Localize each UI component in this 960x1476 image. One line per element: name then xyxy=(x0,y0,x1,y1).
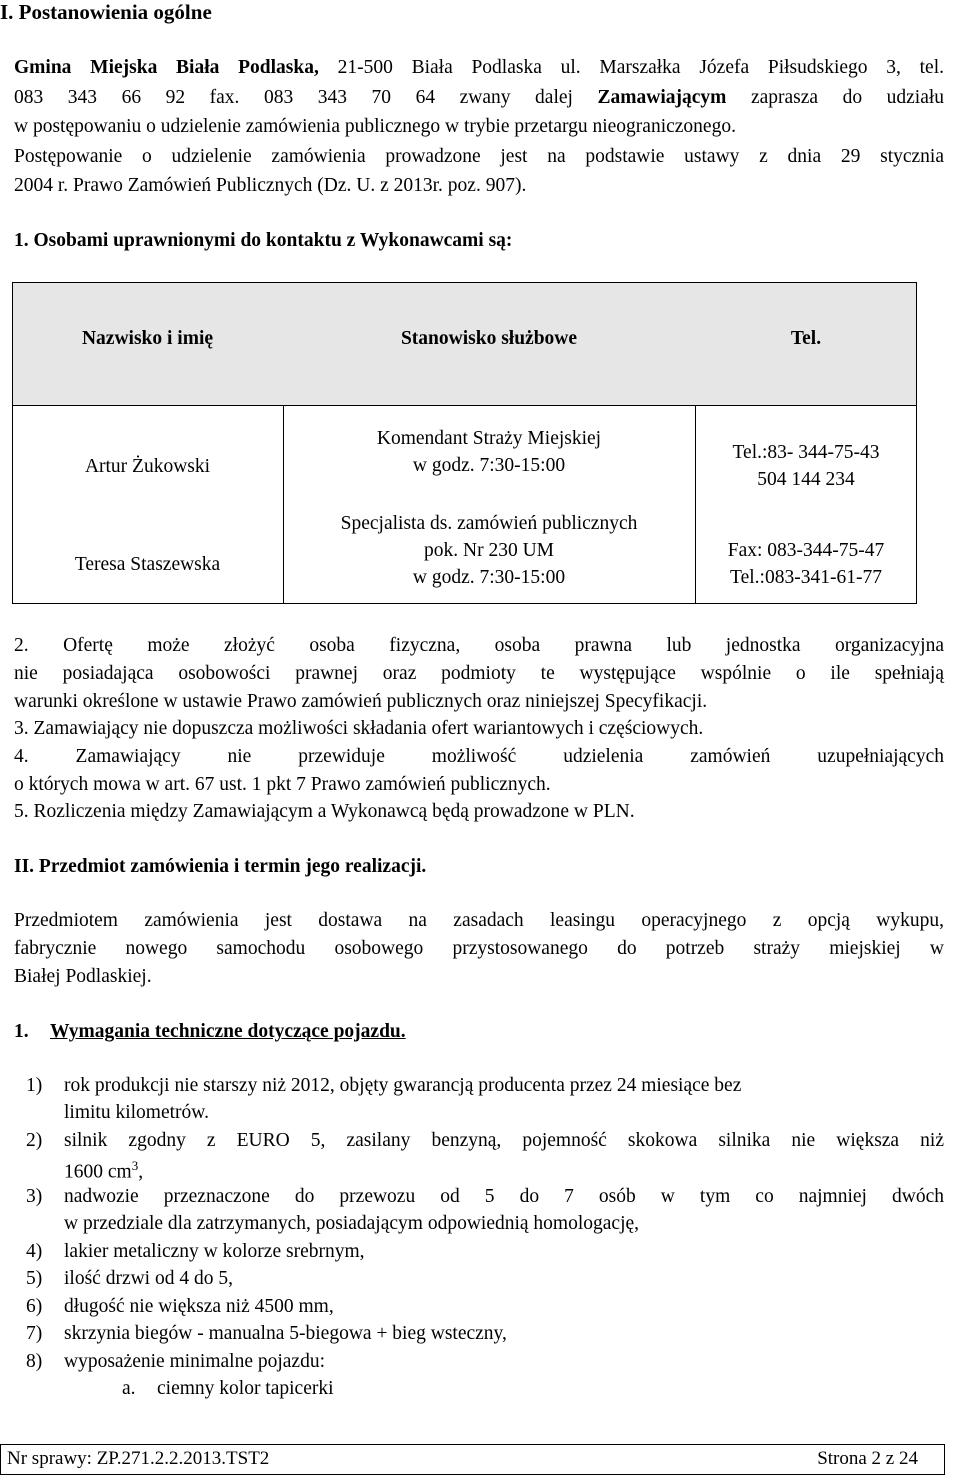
requirements-heading-text: Wymagania techniczne dotyczące pojazdu. xyxy=(50,1021,406,1042)
list-number: 3) xyxy=(26,1186,43,1207)
sub-item-letter: a. xyxy=(122,1378,136,1399)
trailing-comma: , xyxy=(138,1161,144,1183)
engine-capacity: 1600 cm xyxy=(64,1161,132,1183)
intro-line-1-rest: 21-500 Biała Podlaska ul. Marszałka Józefa Piłsudskiego 3, tel. xyxy=(337,57,944,78)
intro-line-1 xyxy=(14,57,944,79)
intro-line-2-pre: 083 343 66 92 fax. 083 343 70 64 zwany dalej xyxy=(14,87,573,108)
page-number: Strona 2 z 24 xyxy=(817,1448,918,1469)
requirement-text-cont xyxy=(64,1158,143,1184)
list-number: 8) xyxy=(26,1351,43,1372)
requirement-text: skrzynia biegów - manualna 5-biegowa + bieg wsteczny, xyxy=(64,1323,507,1344)
intro-line-3: w postępowaniu o udzielenie zamówienia publicznego w trybie przetargu nieograniczonego. xyxy=(14,116,736,137)
section-2-heading: II. Przedmiot zamówienia i termin jego realizacji. xyxy=(14,856,427,877)
contact-position: Specjalista ds. zamówień publicznych xyxy=(340,513,638,534)
requirements-number: 1. xyxy=(14,1021,29,1042)
requirement-text: rok produkcji nie starszy niż 2012, objęty gwarancją producenta przez 24 miesiące bez xyxy=(64,1075,742,1096)
requirement-text: długość nie większa niż 4500 mm, xyxy=(64,1296,334,1317)
contact-name: Teresa Staszewska xyxy=(74,554,221,575)
list-number: 4) xyxy=(26,1241,43,1262)
requirement-text-cont: w przedziale dla zatrzymanych, posiadającym odpowiednią homologację, xyxy=(64,1213,640,1234)
subject-line-3: Białej Podlaskiej. xyxy=(14,966,152,987)
contact-name: Artur Żukowski xyxy=(84,456,211,477)
table-header-name: Nazwisko i imię xyxy=(81,328,214,349)
intro-line-2 xyxy=(14,87,944,109)
page-footer xyxy=(0,1444,945,1475)
point-4-line-1: 4. Zamawiający nie przewiduje możliwość udzielenia zamówień uzupełniających xyxy=(14,746,944,767)
contact-mobile: 504 144 234 xyxy=(757,469,855,490)
intro-line-2-post: zaprasza do udziału xyxy=(750,87,945,108)
contact-tel: Tel.:83- 344-75-43 xyxy=(732,442,880,463)
legal-basis-line-1: Postępowanie o udzielenie zamówienia prowadzone jest na podstawie ustawy z dnia 29 stycznia xyxy=(14,146,944,167)
list-number: 5) xyxy=(26,1268,43,1289)
point-5: 5. Rozliczenia między Zamawiającym a Wykonawcą będą prowadzone w PLN. xyxy=(14,801,635,822)
subject-line-1: Przedmiotem zamówienia jest dostawa na zasadach leasingu operacyjnego z opcją wykupu, xyxy=(14,910,944,931)
contact-room: pok. Nr 230 UM xyxy=(424,540,554,561)
point-2-line-1: 2. Ofertę może złożyć osoba fizyczna, osoba prawna lub jednostka organizacyjna xyxy=(14,635,944,656)
point-3: 3. Zamawiający nie dopuszcza możliwości składania ofert wariantowych i częściowych. xyxy=(14,718,704,739)
subject-line-2: fabrycznie nowego samochodu osobowego przystosowanego do potrzeb straży miejskiej w xyxy=(14,938,944,959)
legal-basis-line-2: 2004 r. Prawo Zamówień Publicznych (Dz. U. z 2013r. poz. 907). xyxy=(14,175,527,196)
table-header-tel: Tel. xyxy=(790,328,822,349)
sub-item-text: ciemny kolor tapicerki xyxy=(157,1378,334,1399)
requirement-text: silnik zgodny z EURO 5, zasilany benzyną, pojemność skokowa silnika nie większa niż xyxy=(64,1130,944,1151)
case-number: Nr sprawy: ZP.271.2.2.2013.TST2 xyxy=(7,1448,270,1469)
list-number: 7) xyxy=(26,1323,43,1344)
contact-hours: w godz. 7:30-15:00 xyxy=(412,567,566,588)
requirement-text: nadwozie przeznaczone do przewozu od 5 do 7 osób w tym co najmniej dwóch xyxy=(64,1186,944,1207)
point-2-line-3: warunki określone w ustawie Prawo zamówień publicznych oraz niniejszej Specyfikacji. xyxy=(14,691,708,712)
list-number: 6) xyxy=(26,1296,43,1317)
requirement-text: ilość drzwi od 4 do 5, xyxy=(64,1268,233,1289)
point-4-line-2: o których mowa w art. 67 ust. 1 pkt 7 Prawo zamówień publicznych. xyxy=(14,774,551,795)
list-number: 2) xyxy=(26,1130,43,1151)
requirements-heading xyxy=(50,1021,406,1043)
intro-org-name: Gmina Miejska Biała Podlaska, xyxy=(14,57,319,78)
table-header-position: Stanowisko służbowe xyxy=(400,328,578,349)
section-1-heading: I. Postanowienia ogólne xyxy=(0,0,212,24)
contact-persons-heading: 1. Osobami uprawnionymi do kontaktu z Wykonawcami są: xyxy=(14,230,513,251)
contact-hours: w godz. 7:30-15:00 xyxy=(412,455,566,476)
contact-tel: Tel.:083-341-61-77 xyxy=(730,567,882,588)
list-number: 1) xyxy=(26,1075,43,1096)
requirement-text: wyposażenie minimalne pojazdu: xyxy=(64,1351,326,1372)
point-2-line-2: nie posiadająca osobowości prawnej oraz podmioty te występujące wspólnie o ile spełniają xyxy=(14,663,944,684)
requirement-text-cont: limitu kilometrów. xyxy=(64,1102,209,1123)
intro-zamawiajacy: Zamawiającym xyxy=(597,87,727,108)
contact-position: Komendant Straży Miejskiej xyxy=(376,428,602,449)
contact-fax: Fax: 083-344-75-47 xyxy=(727,540,885,561)
superscript: 3 xyxy=(131,1158,139,1173)
requirement-text: lakier metaliczny w kolorze srebrnym, xyxy=(64,1241,365,1262)
